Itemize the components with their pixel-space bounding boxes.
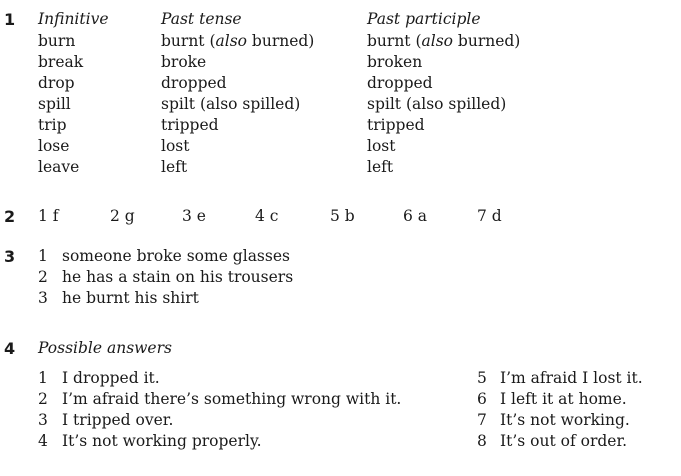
answer: 6 a <box>403 207 428 225</box>
verb-past-tense: burnt (also burned) <box>161 32 315 50</box>
infinitive-column <box>38 31 83 178</box>
item-number: 8 <box>477 432 487 450</box>
section-number: 1 <box>4 10 16 29</box>
header-past-tense: Past tense <box>161 10 242 28</box>
answer: 7 d <box>477 207 502 225</box>
item-number: 6 <box>477 390 487 408</box>
verb-past-tense: spilt (also spilled) <box>161 95 301 113</box>
item-number: 3 <box>38 289 48 307</box>
verb-infinitive: spill <box>38 95 71 113</box>
verb-past-tense: lost <box>161 137 190 155</box>
verb-past-participle: spilt (also spilled) <box>367 95 507 113</box>
item-text: I left it at home. <box>500 390 627 408</box>
item-text: It’s out of order. <box>500 432 628 450</box>
verb-infinitive: burn <box>38 32 76 50</box>
item-texts <box>62 246 293 309</box>
item-text: I tripped over. <box>62 411 174 429</box>
verb-past-tense: dropped <box>161 74 227 92</box>
item-number: 2 <box>38 390 48 408</box>
section-number: 2 <box>4 207 16 226</box>
item-text: I’m afraid I lost it. <box>500 369 643 387</box>
header-infinitive: Infinitive <box>38 10 109 28</box>
item-text: he burnt his shirt <box>62 289 199 307</box>
section-heading: Possible answers <box>38 339 172 357</box>
answer: 3 e <box>182 207 206 225</box>
item-numbers <box>38 246 48 309</box>
header-past-participle: Past participle <box>367 10 481 28</box>
right-item-texts <box>500 368 643 452</box>
verb-infinitive: trip <box>38 116 67 134</box>
verb-infinitive: leave <box>38 158 80 176</box>
item-text: It’s not working properly. <box>62 432 262 450</box>
verb-past-tense: broke <box>161 53 207 71</box>
verb-past-participle: broken <box>367 53 423 71</box>
item-text: I dropped it. <box>62 369 160 387</box>
verb-past-participle: left <box>367 158 394 176</box>
item-number: 5 <box>477 369 487 387</box>
section-number: 4 <box>4 339 16 358</box>
item-number: 1 <box>38 247 48 265</box>
verb-infinitive: drop <box>38 74 75 92</box>
left-item-numbers <box>38 368 48 452</box>
verb-past-tense: tripped <box>161 116 219 134</box>
section-number: 3 <box>4 247 16 266</box>
answer: 4 c <box>255 207 279 225</box>
past-tense-column <box>161 31 314 178</box>
item-number: 3 <box>38 411 48 429</box>
answer: 2 g <box>110 207 135 225</box>
item-number: 2 <box>38 268 48 286</box>
item-text: I’m afraid there’s something wrong with it. <box>62 390 402 408</box>
verb-past-participle: lost <box>367 137 396 155</box>
item-number: 4 <box>38 432 48 450</box>
answer: 5 b <box>330 207 355 225</box>
answer: 1 f <box>38 207 59 225</box>
verb-past-participle: dropped <box>367 74 433 92</box>
verb-past-participle: tripped <box>367 116 425 134</box>
item-number: 1 <box>38 369 48 387</box>
left-item-texts <box>62 368 401 452</box>
verb-infinitive: break <box>38 53 84 71</box>
past-participle-column <box>367 31 520 178</box>
verb-infinitive: lose <box>38 137 70 155</box>
right-item-numbers <box>477 368 487 452</box>
verb-past-participle: burnt (also burned) <box>367 32 521 50</box>
item-number: 7 <box>477 411 487 429</box>
verb-past-tense: left <box>161 158 188 176</box>
item-text: he has a stain on his trousers <box>62 268 294 286</box>
item-text: It’s not working. <box>500 411 630 429</box>
item-text: someone broke some glasses <box>62 247 290 265</box>
